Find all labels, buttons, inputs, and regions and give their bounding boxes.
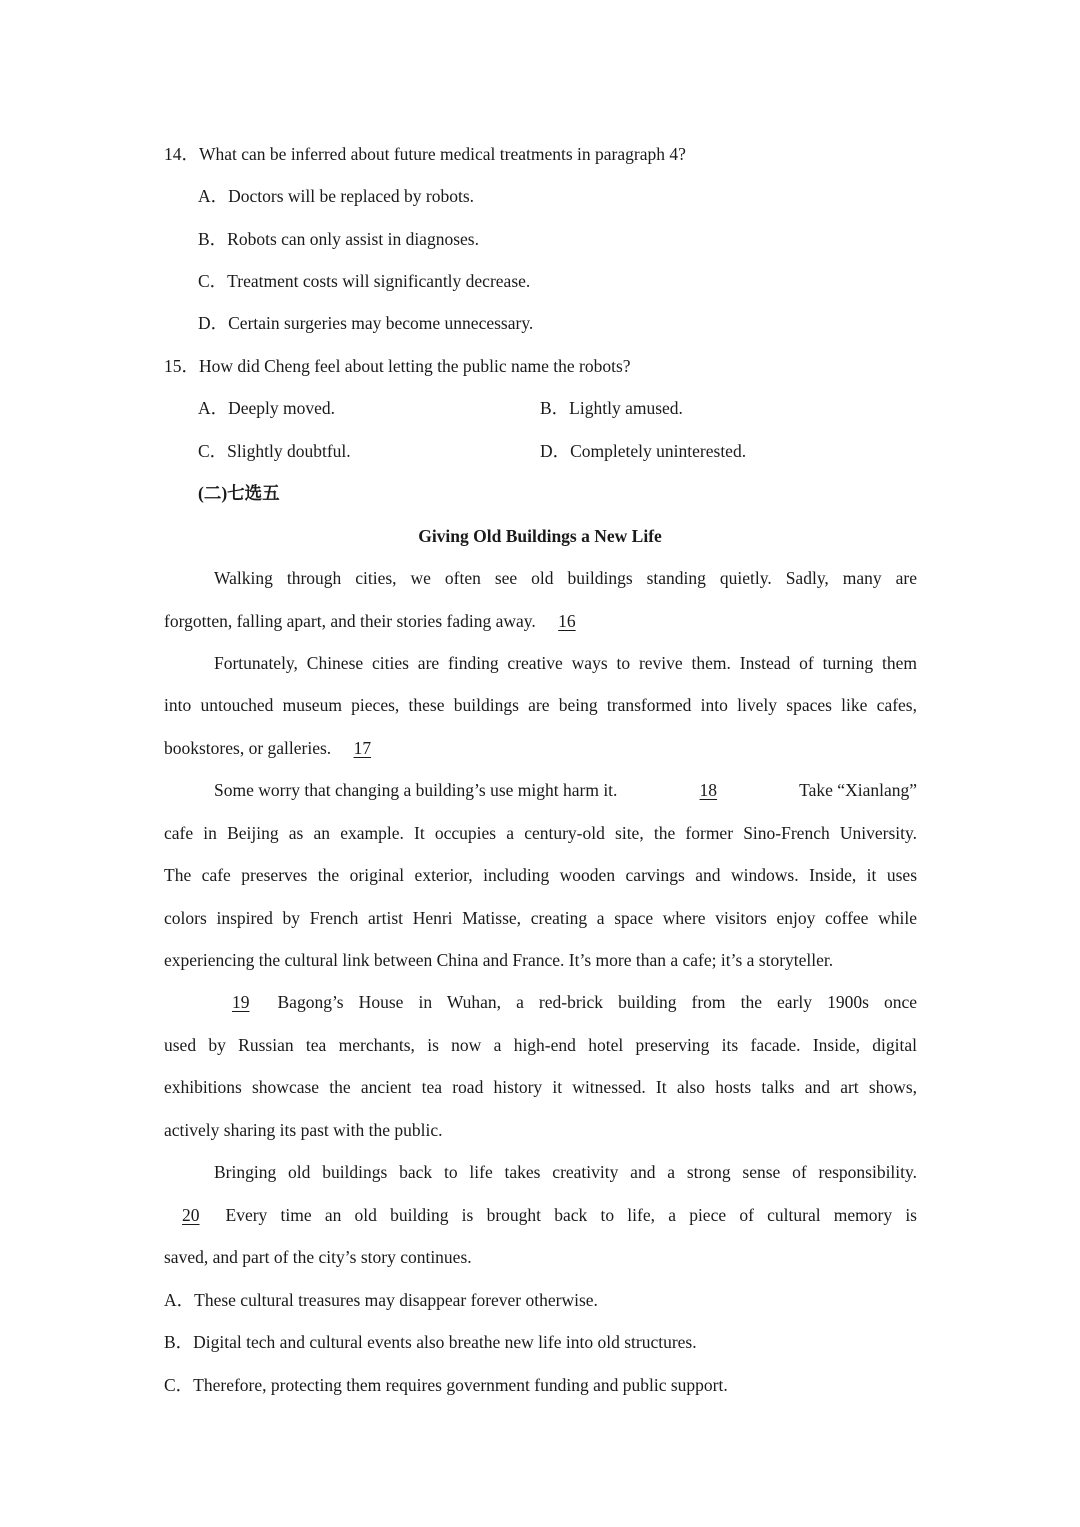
choice-a: A．These cultural treasures may disappear forever otherwise. xyxy=(164,1290,598,1310)
choice-c: C．Therefore, protecting them requires government funding and public support. xyxy=(164,1375,728,1395)
p4-line-1-text: Bagong’s House in Wuhan, a red-brick building from the early 1900s once xyxy=(277,992,917,1012)
p3-line-4: colors inspired by French artist Henri Matisse, creating a space where visitors enjoy coffee while xyxy=(164,908,917,928)
q15-option-a: A．Deeply moved. xyxy=(198,398,336,418)
choice-b: B．Digital tech and cultural events also breathe new life into old structures. xyxy=(164,1332,697,1352)
blank-19: 19 xyxy=(232,992,250,1012)
p1-line-2 xyxy=(164,609,594,633)
p5-line-1: Bringing old buildings back to life takes creativity and a strong sense of responsibility. xyxy=(214,1162,917,1182)
q14-option-c: C．Treatment costs will significantly decrease. xyxy=(198,271,531,291)
p1-line-1: Walking through cities, we often see old buildings standing quietly. Sadly, many are xyxy=(214,568,917,588)
p4-line-2: used by Russian tea merchants, is now a high-end hotel preserving its facade. Inside, digital xyxy=(164,1035,917,1055)
passage-title: Giving Old Buildings a New Life xyxy=(418,526,662,546)
section-heading: (二)七选五 xyxy=(198,483,280,503)
p5-line-3: saved, and part of the city’s story continues. xyxy=(164,1247,472,1267)
p3-line-1-text-a: Some worry that changing a building’s use might harm it. xyxy=(214,780,618,800)
q14-stem: 14．What can be inferred about future medical treatments in paragraph 4? xyxy=(164,144,686,164)
p4-line-3: exhibitions showcase the ancient tea road history it witnessed. It also hosts talks and art shows, xyxy=(164,1077,917,1097)
q14-option-b: B．Robots can only assist in diagnoses. xyxy=(198,229,479,249)
blank-17: 17 xyxy=(353,738,372,758)
p3-line-3: The cafe preserves the original exterior, including wooden carvings and windows. Inside, it uses xyxy=(164,865,917,885)
p2-line-3-text: bookstores, or galleries. xyxy=(164,738,332,758)
q15-option-d: D．Completely uninterested. xyxy=(540,441,747,461)
p4-line-4: actively sharing its past with the public. xyxy=(164,1120,443,1140)
p2-line-2: into untouched museum pieces, these buildings are being transformed into lively spaces like cafes, xyxy=(164,695,917,715)
p5-line-2-text: Every time an old building is brought back to life, a piece of cultural memory is xyxy=(225,1205,917,1225)
p3-line-1 xyxy=(214,778,917,802)
p4-line-1 xyxy=(214,990,917,1014)
p2-line-1: Fortunately, Chinese cities are finding creative ways to revive them. Instead of turning them xyxy=(214,653,917,673)
q15-stem: 15．How did Cheng feel about letting the public name the robots? xyxy=(164,356,631,376)
q15-option-c: C．Slightly doubtful. xyxy=(198,441,351,461)
p2-line-3 xyxy=(164,736,389,760)
q14-option-d: D．Certain surgeries may become unnecessary. xyxy=(198,313,534,333)
blank-20: 20 xyxy=(182,1205,200,1225)
p5-line-2 xyxy=(164,1203,917,1227)
blank-18: 18 xyxy=(699,780,718,800)
blank-16: 16 xyxy=(558,611,576,631)
p3-line-2: cafe in Beijing as an example. It occupies a century-old site, the former Sino-French University. xyxy=(164,823,917,843)
p3-line-5: experiencing the cultural link between China and France. It’s more than a cafe; it’s a storyteller. xyxy=(164,950,834,970)
q14-option-a: A．Doctors will be replaced by robots. xyxy=(198,186,475,206)
q15-option-b: B．Lightly amused. xyxy=(540,398,683,418)
p1-line-2-text: forgotten, falling apart, and their stories fading away. xyxy=(164,611,536,631)
p3-line-1-text-b: Take “Xianlang” xyxy=(799,780,917,800)
